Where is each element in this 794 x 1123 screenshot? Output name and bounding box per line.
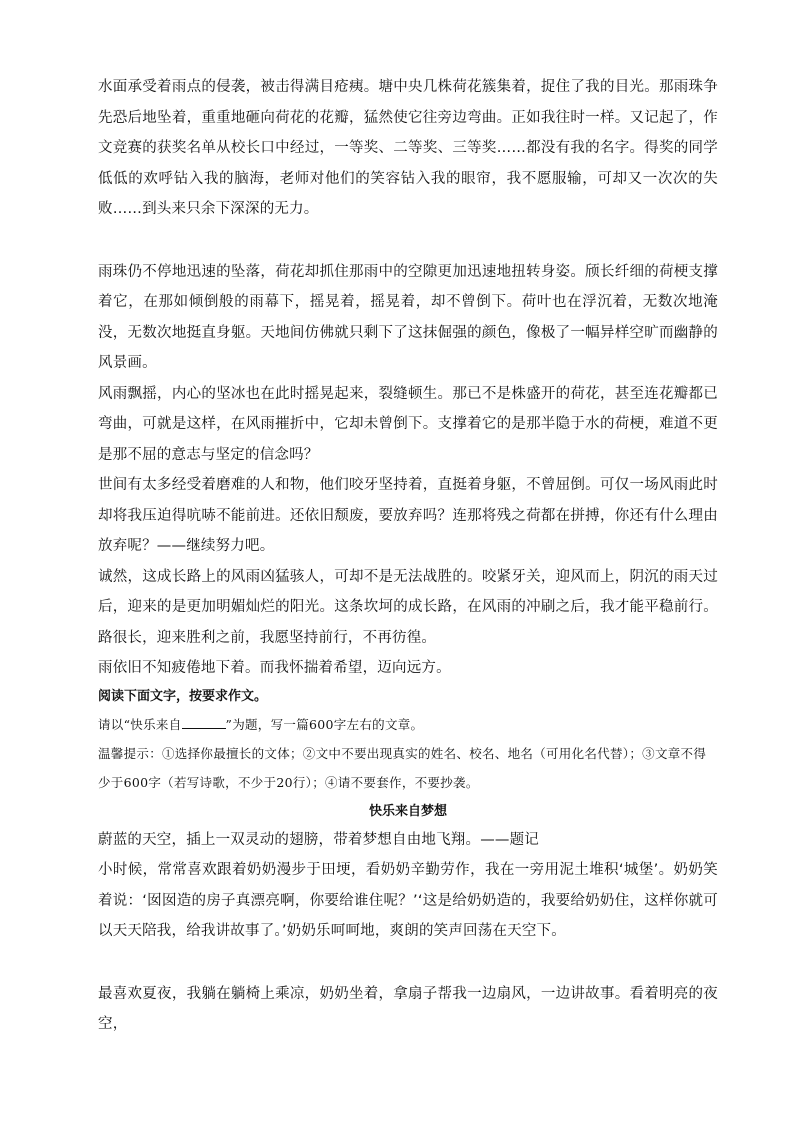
passage-paragraph-6: 雨依旧不知疲倦地下着。而我怀揣着希望，迈向远方。 (98, 660, 451, 676)
passage-paragraph-2: 雨珠仍不停地迅速的坠落，荷花却抓住那雨中的空隙更加迅速地扭转身姿。颀长纤细的荷梗支撑着它，在那如倾倒般的雨幕下，摇晃着，摇晃着，却不曾倒下。荷叶也在浮沉着，无数次地淹没，无数次地挺直身躯。天地间仿佛就只剩下了这抹倔强的颜色，像极了一幅异样空旷而幽静的风景画。 (98, 263, 718, 371)
essay-paragraph-2: 最喜欢夏夜，我躺在躺椅上乘凉，奶奶坐着，拿扇子帮我一边扇风，一边讲故事。看着明亮的夜空， (98, 985, 718, 1032)
essay-epigraph: 蔚蓝的天空，插上一双灵动的翅膀，带着梦想自由地飞翔。——题记 (98, 831, 539, 848)
task-tips: 温馨提示：①选择你最擅长的文体；②文中不要出现真实的姓名、校名、地名（可用化名代替）；③文章不得少于600字（若写诗歌，不少于20行）；④请不要套作，不要抄袭。 (98, 745, 707, 790)
task-prompt-start: 请以“快乐来自 (98, 716, 182, 732)
task-prompt-end: ”为题，写一篇600字左右的文章。 (225, 716, 424, 732)
fill-in-blank (182, 714, 226, 729)
task-heading: 阅读下面文字，按要求作文。 (98, 688, 268, 704)
passage-paragraph-5: 诚然，这成长路上的风雨凶猛骇人，可却不是无法战胜的。咬紧牙关，迎风而上，阴沉的雨天过后，迎来的是更加明媚灿烂的阳光。这条坎坷的成长路，在风雨的冲刷之后，我才能平稳前行。路很长，迎来胜利之前，我愿坚持前行，不再彷徨。 (98, 568, 718, 646)
passage-paragraph-4: 世间有太多经受着磨难的人和物，他们咬牙坚持着，直挺着身躯，不曾屈倒。可仅一场风雨此时却将我压迫得吭哧不能前进。还依旧颓废，要放弃吗？连那将残之荷都在拼搏，你还有什么理由放弃呢？——继续努力吧。 (98, 477, 718, 554)
passage-paragraph-1: 水面承受着雨点的侵袭，被击得满目疮痍。塘中央几株荷花簇集着，捉住了我的目光。那雨珠争先恐后地坠着，重重地砸向荷花的花瓣，猛然使它往旁边弯曲。正如我往时一样。又记起了，作文竞赛的获奖名单从校长口中经过，一等奖、二等奖、三等奖……都没有我的名字。得奖的同学低低的欢呼钻入我的脑海，老师对他们的笑容钻入我的眼帘，我不愿服输，可却又一次次的失败……到头来只余下深深的无力。 (98, 79, 718, 217)
document-page (98, 72, 718, 1040)
passage-paragraph-3: 风雨飘摇，内心的坚冰也在此时摇晃起来，裂缝顿生。那已不是株盛开的荷花，甚至连花瓣都已弯曲，可就是这样，在风雨摧折中，它却未曾倒下。支撑着它的是那半隐于水的荷梗，难道不更是那不屈的意志与坚定的信念吗？ (98, 385, 718, 463)
essay-title: 快乐来自梦想 (368, 803, 447, 819)
essay-paragraph-1: 小时候，常常喜欢跟着奶奶漫步于田埂，看奶奶辛勤劳作，我在一旁用泥土堆积‘城堡’。奶奶笑着说：‘囡囡造的房子真漂亮啊，你要给谁住呢？’‘这是给奶奶造的，我要给奶奶住，这样你就可以天天陪我，给我讲故事了。’奶奶乐呵呵地，爽朗的笑声回荡在天空下。 (98, 862, 718, 939)
task-prompt (98, 710, 718, 739)
